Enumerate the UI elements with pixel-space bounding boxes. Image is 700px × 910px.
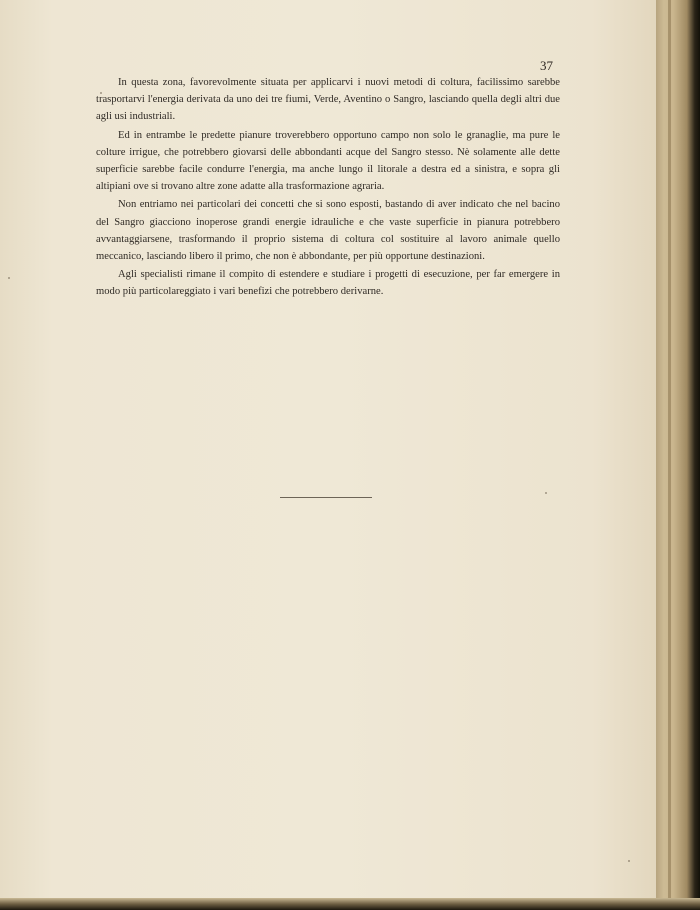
- paper-speck: [100, 92, 102, 94]
- paragraph-4: Agli specialisti rimane il compito di estendere e studiare i progetti di esecuzione, per far emergere in modo più particolareggiato i vari benefizi che potrebbero derivarne.: [96, 269, 560, 298]
- paragraph-3: Non entriamo nei particolari dei concetti che si sono esposti, bastando di aver indicato che nel bacino del Sangro giacciono inoperose grandi energie idrauliche e che vaste superficie in pianura potrebbero avvantaggiarsene, trasformando il proprio sistema di coltura col sostituire al lavoro animale quello meccanico, lasciando libero il primo, che non è abbondante, per più opportune destinazioni.: [96, 199, 560, 263]
- page-number: 37: [540, 58, 553, 73]
- book-binding-edge: [656, 0, 700, 910]
- paper-speck: [628, 860, 630, 862]
- paper-speck: [545, 492, 547, 494]
- body-text: [96, 74, 560, 302]
- bottom-page-edge: [0, 898, 700, 910]
- paragraph-2: Ed in entrambe le predette pianure troverebbero opportuno campo non solo le granaglie, ma pure le colture irrigue, che potrebbero giovarsi delle abbondanti acque del Sangro stesso. Nè solamente alle dette superficie sarebbe facile condurre l'energia, ma anche lungo il litorale a destra ed a sinistra, e sopra gli altipiani ove si trovano altre zone adatte alla trasformazione agraria.: [96, 129, 560, 193]
- section-end-rule: [280, 497, 372, 498]
- binding-line: [668, 0, 671, 910]
- paper-speck: [8, 277, 10, 279]
- paragraph-1: In questa zona, favorevolmente situata per applicarvi i nuovi metodi di coltura, facilissimo sarebbe trasportarvi l'energia derivata da uno dei tre fiumi, Verde, Aventino o Sangro, lasciando quella degli altri due agli usi industriali.: [96, 77, 560, 123]
